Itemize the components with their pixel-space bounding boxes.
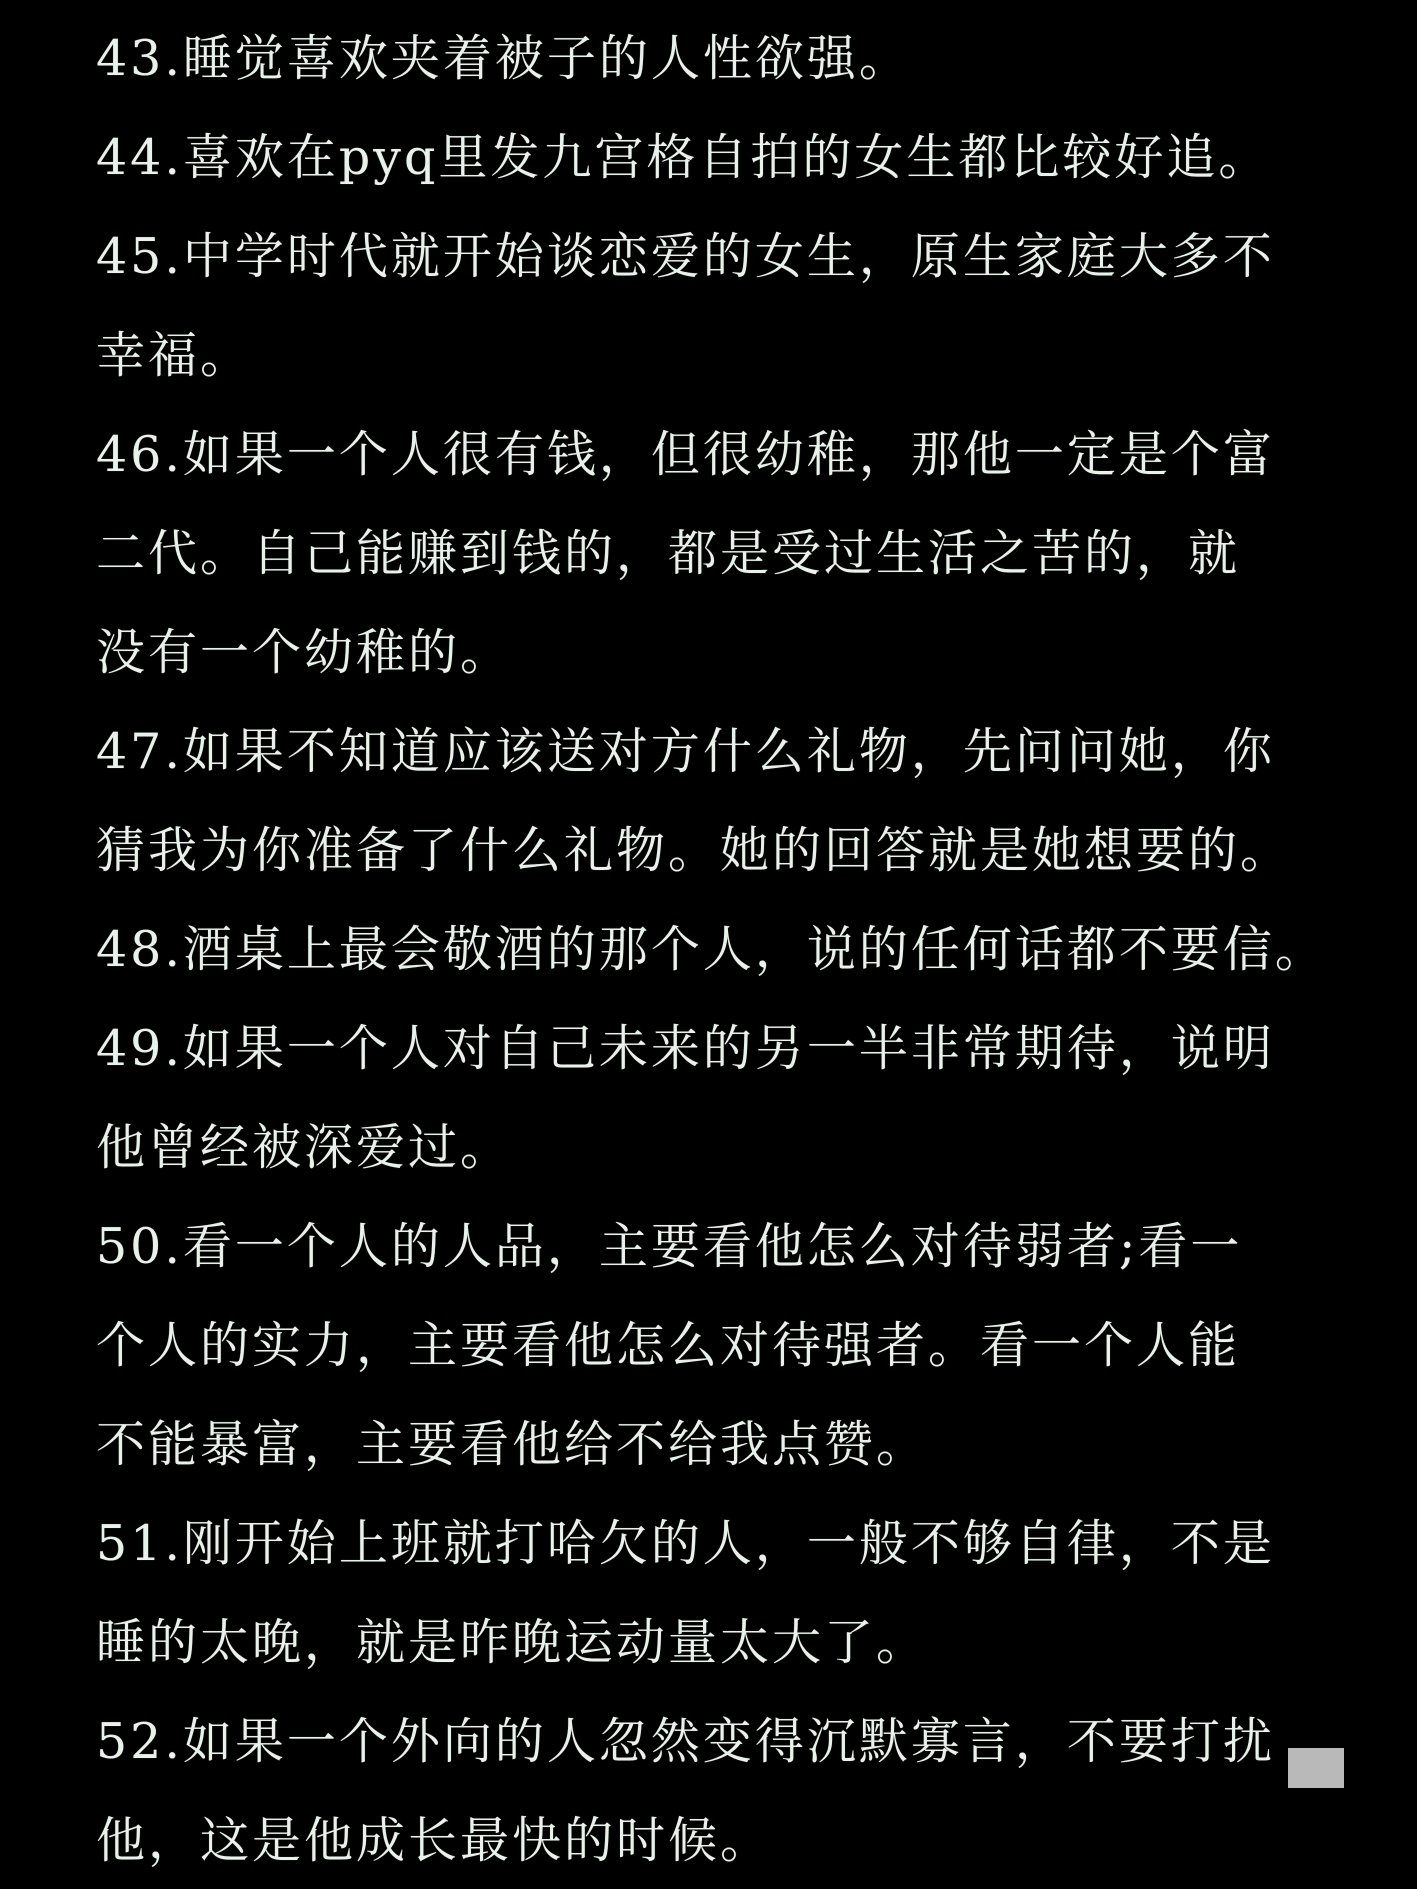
text-line-50-b: 个人的实力，主要看他怎么对待强者。看一个人能	[96, 1317, 1241, 1374]
text-line-52-a: 52.如果一个外向的人忽然变得沉默寡言，不要打扰	[96, 1713, 1275, 1770]
text-line-45-b: 幸福。	[96, 327, 253, 384]
text-line-51-a: 51.刚开始上班就打哈欠的人，一般不够自律，不是	[96, 1515, 1275, 1572]
text-line-46-a: 46.如果一个人很有钱，但很幼稚，那他一定是个富	[96, 426, 1275, 483]
text-line-51-b: 睡的太晚，就是昨晚运动量太大了。	[96, 1614, 929, 1671]
text-line-49-a: 49.如果一个人对自己未来的另一半非常期待，说明	[96, 1020, 1275, 1077]
text-line-50-a: 50.看一个人的人品，主要看他怎么对待弱者;看一	[96, 1218, 1243, 1275]
watermark-logo	[1288, 1748, 1344, 1788]
text-line-45-a: 45.中学时代就开始谈恋爱的女生，原生家庭大多不	[96, 228, 1275, 285]
text-line-48: 48.酒桌上最会敬酒的那个人，说的任何话都不要信。	[96, 921, 1327, 978]
text-line-52-b: 他，这是他成长最快的时候。	[96, 1812, 773, 1869]
text-line-47-b: 猜我为你准备了什么礼物。她的回答就是她想要的。	[96, 822, 1293, 879]
text-line-49-b: 他曾经被深爱过。	[96, 1119, 513, 1176]
text-line-43: 43.睡觉喜欢夹着被子的人性欲强。	[96, 30, 911, 87]
text-line-44: 44.喜欢在pyq里发九宫格自拍的女生都比较好追。	[96, 129, 1271, 186]
text-line-50-c: 不能暴富，主要看他给不给我点赞。	[96, 1416, 929, 1473]
text-line-47-a: 47.如果不知道应该送对方什么礼物，先问问她，你	[96, 723, 1275, 780]
text-line-46-b: 二代。自己能赚到钱的，都是受过生活之苦的，就	[96, 525, 1241, 582]
text-line-46-c: 没有一个幼稚的。	[96, 624, 513, 681]
